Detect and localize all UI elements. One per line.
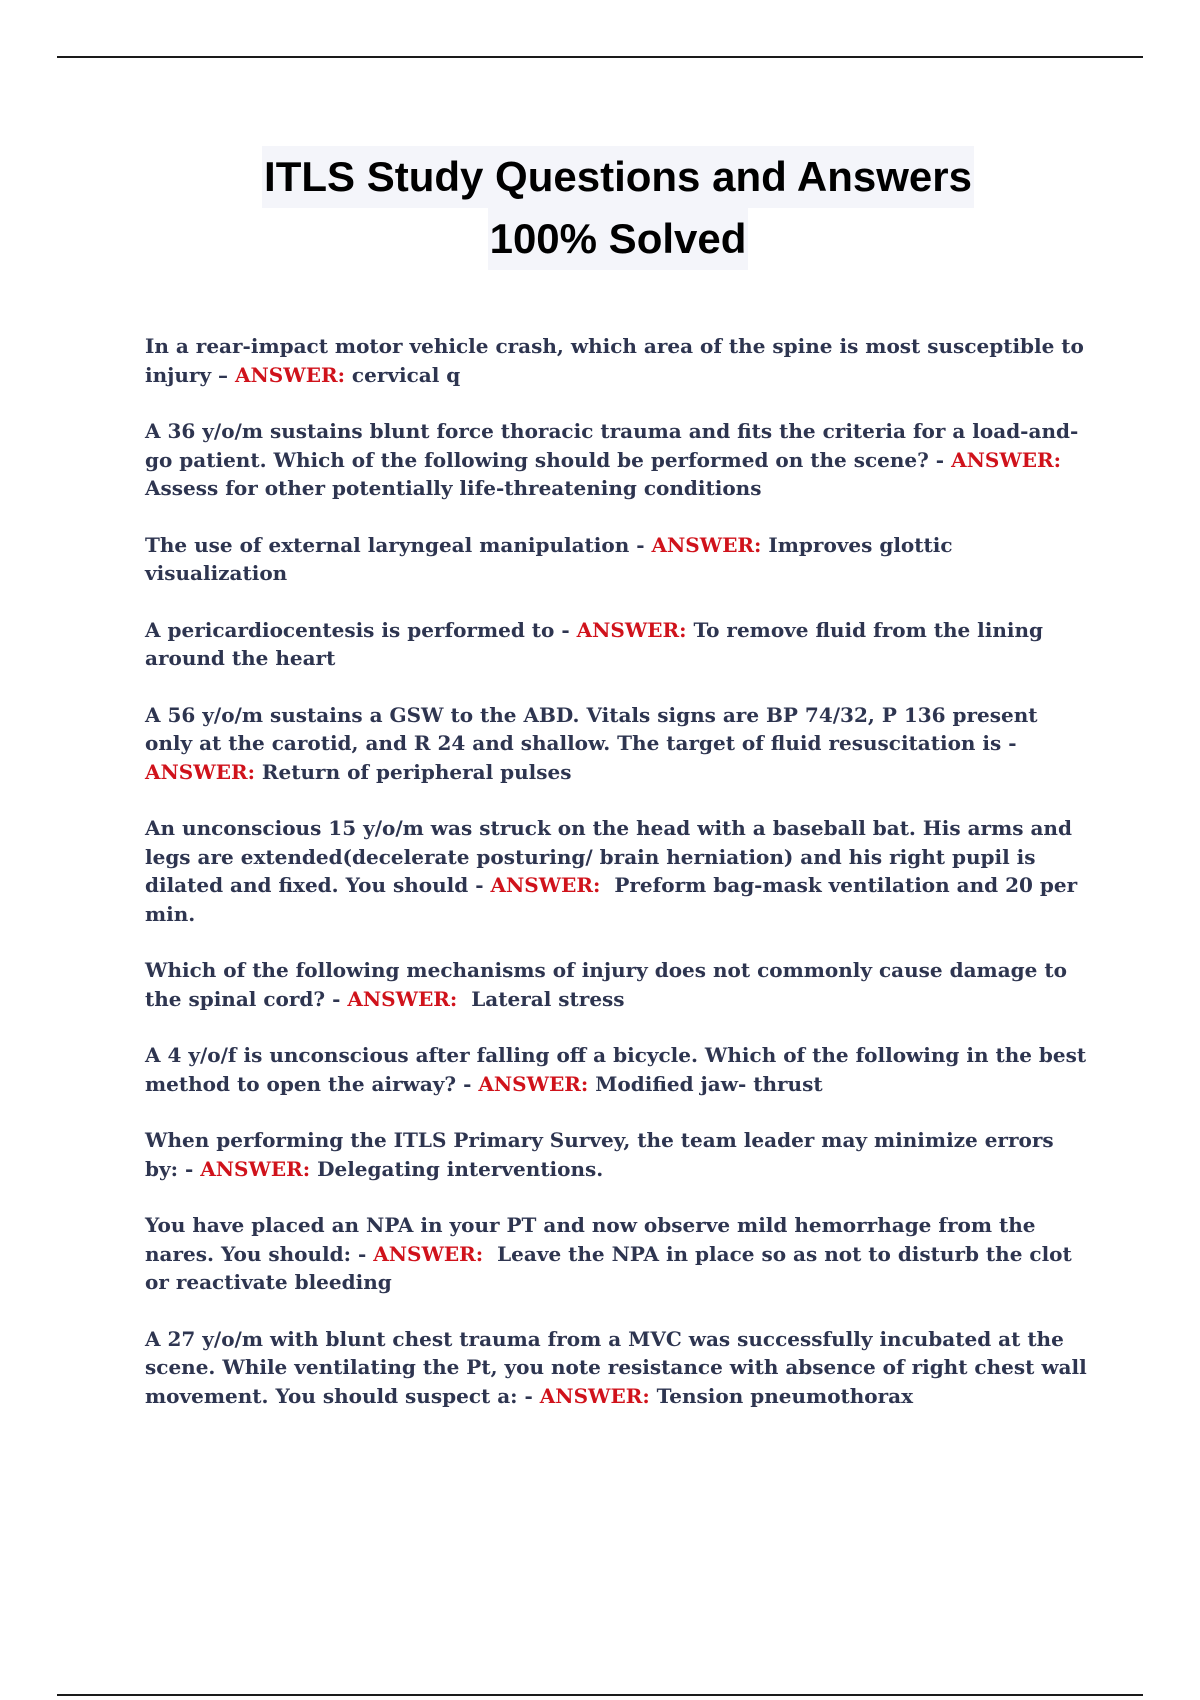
answer-label: ANSWER: <box>373 1241 484 1266</box>
answer-text: Delegating interventions. <box>310 1156 604 1181</box>
header-rule <box>57 56 1143 58</box>
answer-label: ANSWER: <box>539 1383 650 1408</box>
qa-item <box>145 332 1090 389</box>
answer-label: ANSWER: <box>145 759 255 784</box>
question-text: A 4 y/o/f is unconscious after falling off a bicycle. Which of the following in the best method to open the airway? - <box>145 1043 1094 1096</box>
question-text: You have placed an NPA in your PT and now observe mild hemorrhage from the nares. You should: - <box>145 1213 1043 1266</box>
question-text: A 27 y/o/m with blunt chest trauma from a MVC was successfully incubated at the scene. While ventilating the Pt, you note resistance with absence of right chest wall movement. You should suspect a: - <box>145 1326 1094 1408</box>
answer-label: ANSWER: <box>490 873 601 897</box>
question-text: A 56 y/o/m sustains a GSW to the ABD. Vitals signs are BP 74/32, P 136 present only at the carotid, and R 24 and shallow. The target of fluid resuscitation is - <box>145 702 1045 755</box>
question-text: The use of external laryngeal manipulation - <box>145 532 652 557</box>
question-text: Which of the following mechanisms of injury does not commonly cause damage to the spinal cord? - <box>145 958 1074 1011</box>
answer-text: To remove fluid from the lining around the heart <box>145 617 1050 670</box>
title-line-1: ITLS Study Questions and Answers <box>262 146 974 208</box>
answer-text: Modified jaw- thrust <box>588 1071 823 1096</box>
qa-item <box>145 1041 1094 1098</box>
answer-text: Lateral stress <box>457 986 625 1011</box>
answer-label: ANSWER: <box>235 362 345 387</box>
title-line-2: 100% Solved <box>488 208 749 270</box>
qa-list <box>145 332 1094 1438</box>
answer-text: Leave the NPA in place so as not to disturb the clot or reactivate bleeding <box>145 1241 1079 1294</box>
qa-item <box>145 616 1090 673</box>
answer-text: Tension pneumothorax <box>649 1383 914 1408</box>
document-title <box>0 146 1200 270</box>
answer-text: Preform bag-mask ventilation and 20 per min. <box>145 873 1085 926</box>
qa-item <box>145 1211 1090 1297</box>
footer-rule <box>57 1694 1143 1696</box>
question-text: A 36 y/o/m sustains blunt force thoracic trauma and fits the criteria for a load-and-go patient. Which of the following should be performed on the scene? - <box>145 419 1079 472</box>
qa-item <box>145 701 1090 787</box>
answer-text: Improves glottic visualization <box>145 532 960 585</box>
answer-label: ANSWER: <box>478 1071 589 1096</box>
qa-item <box>145 956 1090 1013</box>
answer-label: ANSWER: <box>951 447 1062 472</box>
qa-item <box>145 814 1090 928</box>
question-text: A pericardiocentesis is performed to - <box>145 617 577 642</box>
answer-label: ANSWER: <box>576 617 687 642</box>
answer-text: Assess for other potentially life-threatening conditions <box>145 447 1068 500</box>
qa-item <box>145 1325 1094 1411</box>
answer-text: Return of peripheral pulses <box>254 759 572 784</box>
answer-label: ANSWER: <box>200 1156 311 1181</box>
answer-label: ANSWER: <box>347 986 458 1011</box>
answer-label: ANSWER: <box>651 532 762 557</box>
qa-item <box>145 531 1090 588</box>
qa-item <box>145 1126 1090 1183</box>
answer-text: cervical q <box>344 362 461 387</box>
qa-item <box>145 417 1090 503</box>
question-text: In a rear-impact motor vehicle crash, which area of the spine is most susceptible to injury – <box>145 334 1091 387</box>
question-text: When performing the ITLS Primary Survey, the team leader may minimize errors by: - <box>145 1128 1061 1181</box>
question-text: An unconscious 15 y/o/m was struck on the head with a baseball bat. His arms and legs are extended(decelerate posturing/ brain herniation) and his right pupil is dilated and fixed. You should - <box>145 816 1079 897</box>
